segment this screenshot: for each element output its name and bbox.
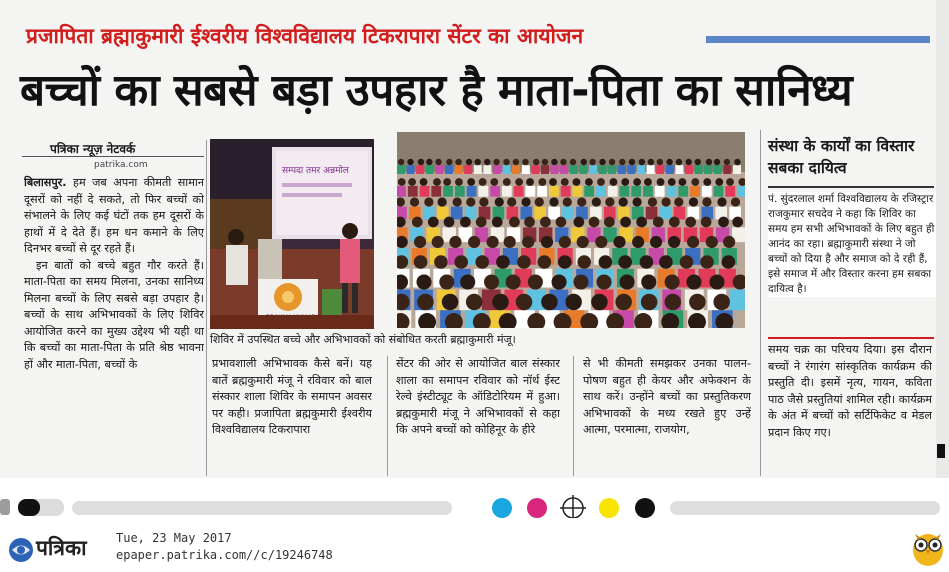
audience-member-body [655, 186, 665, 197]
audience-member-body [599, 165, 607, 174]
registration-magenta-dot [527, 498, 547, 518]
cropped-previous-text [0, 0, 949, 8]
audience-member-head [466, 197, 475, 206]
audience-member-body [695, 165, 703, 174]
audience-member-body [733, 165, 741, 174]
audience-member-body [620, 186, 630, 197]
audience-member-head [686, 159, 692, 165]
audience-member-head [650, 236, 662, 248]
audience-member-body [435, 165, 443, 174]
audience-member-head [669, 217, 680, 228]
audience-member-head [475, 255, 489, 269]
article-column-1 [24, 175, 204, 475]
audience-member-head [521, 197, 530, 206]
sidebar-quote: पं. सुंदरलाल शर्मा विश्वविद्यालय के रजिस्ट्रार राजकुमार सचदेव ने कहा कि शिविर का समय हम सभी अभिभावकों के लिए बहुत ही आनंद का रहा। ब्रह्माकुमारी संस्था ने जो बच्चों को दिया है और समाज को दे रही हैं, इसे समाज में और विस्तार करना हम सबका दायित्व है। [768, 193, 935, 295]
audience-member-head [492, 217, 503, 228]
audience-member-head [538, 255, 552, 269]
article-lead-text: हम जब अपना कीमती सामान दूसरों को नहीं दे सकते, तो फिर बच्चों को संभालने के लिए कई घंटों तक हम दूसरों के हाथों में दे देते हैं। हम धन कमाने के लिए दिनभर बच्चों से दूर रहते हैं। [24, 176, 204, 255]
audience-member-head [592, 197, 601, 206]
audience-member-body [608, 186, 618, 197]
audience-member-head [542, 159, 548, 165]
audience-member-body [431, 186, 441, 197]
audience-member-head [591, 294, 607, 310]
audience-member-head [714, 159, 720, 165]
audience-member-head [676, 159, 682, 165]
audience-member-head [632, 236, 644, 248]
audience-member-head [492, 294, 508, 310]
sidebar-title: संस्था के कार्यों का विस्तार सबका दायित्व [768, 137, 915, 177]
audience-member-head [418, 159, 424, 165]
audience-member-head [605, 197, 614, 206]
audience-member-head [408, 178, 416, 186]
column-divider [206, 140, 207, 476]
audience-member-head [398, 178, 406, 186]
audience-member-head [709, 274, 724, 289]
audience-member-body [397, 186, 406, 197]
audience-member-body [455, 165, 463, 174]
audience-member-head [522, 159, 528, 165]
audience-member-head [661, 197, 670, 206]
article-column-2: प्रभावशाली अभिभावक कैसे बनें। यह बातें ब्रह्मकुमारी मंजू ने रविवार को बाल संस्कार शाला शिविर के समापन अवसर पर कही। प्रजापिता ब्रह्मकुमारी ईश्वरीय विश्वविद्यालय टिकरापारा [212, 357, 372, 436]
audience-member-head [633, 178, 641, 186]
audience-member-head [417, 294, 433, 310]
audience-member-head [414, 236, 426, 248]
audience-member-head [589, 217, 600, 228]
audience-member-head [496, 255, 510, 269]
audience-member-head [701, 217, 712, 228]
audience-member-body [637, 165, 645, 174]
article-kicker: प्रजापिता ब्रह्माकुमारी ईश्वरीय विश्वविद्यालय टिकरापारा सेंटर का आयोजन [26, 24, 584, 48]
dateline: बिलासपुर. [24, 176, 67, 189]
audience-member-body [737, 186, 745, 197]
audience-member-head [618, 255, 632, 269]
audience-member-head [526, 178, 534, 186]
registration-cyan-dot [492, 498, 512, 518]
byline-site: patrika.com [94, 160, 148, 170]
audience-member-head [666, 159, 672, 165]
audience-member-head [685, 217, 696, 228]
audience-member-head [563, 197, 572, 206]
audience-member-head [437, 197, 446, 206]
projection-screen-text: सम्पदा तमर अन्नमोल [282, 166, 349, 176]
audience-member-body [730, 290, 745, 311]
audience-member-head [468, 236, 480, 248]
audience-member-body [647, 165, 655, 174]
audience-member-head [504, 236, 516, 248]
audience-member-head [691, 178, 699, 186]
audience-member-body [631, 186, 641, 197]
audience-member-head [706, 236, 718, 248]
audience-member-body [512, 165, 520, 174]
article-headline: बच्चों का सबसे बड़ा उपहार है माता-पिता का सानिध्य [20, 65, 853, 116]
audience-member-head [493, 159, 499, 165]
crosshair-target-icon [560, 495, 586, 518]
audience-member-head [678, 178, 686, 186]
audience-member-body [445, 165, 453, 174]
audience-member-head [713, 294, 729, 310]
audience-member-head [410, 197, 419, 206]
audience-member-head [466, 294, 482, 310]
audience-member-head [599, 159, 605, 165]
photo-caption: शिविर में उपस्थित बच्चे और अभिभावकों को संबोधित करती ब्रह्माकुमारी मंजू। [210, 333, 516, 346]
audience-member-head [426, 159, 432, 165]
audience-member-head [668, 236, 680, 248]
audience-member-head [533, 159, 539, 165]
audience-member-body [443, 186, 453, 197]
audience-member-body [579, 165, 587, 174]
audience-member-head [619, 274, 634, 289]
audience-member-head [629, 159, 635, 165]
audience-member-body [660, 207, 672, 220]
audience-member-head [732, 217, 743, 228]
audience-member-head [595, 236, 607, 248]
kicker-accent-bar [706, 36, 930, 43]
audience-member-head [435, 159, 441, 165]
audience-member-head [549, 178, 557, 186]
patrika-logo-text[interactable]: पत्रिका [36, 536, 87, 560]
audience-member-head [455, 178, 463, 186]
audience-member-head [479, 178, 487, 186]
audience-member-head [432, 236, 444, 248]
audience-member-body [416, 165, 424, 174]
audience-member-body [549, 186, 559, 197]
column-divider [573, 356, 574, 476]
audience-member-head [657, 159, 663, 165]
audience-member-head [474, 159, 480, 165]
audience-member-head [517, 255, 531, 269]
audience-member-body [502, 186, 512, 197]
audience-member-body [723, 165, 731, 174]
audience-member-head [541, 294, 557, 310]
audience-member-body [531, 165, 539, 174]
audience-member-head [589, 159, 595, 165]
audience-member-head [506, 274, 521, 289]
audience-member-body [560, 165, 568, 174]
audience-member-head [515, 178, 523, 186]
audience-member-head [454, 255, 468, 269]
audience-member-head [414, 255, 428, 269]
audience-member-head [560, 159, 566, 165]
audience-member-body [596, 186, 606, 197]
audience-member-head [599, 255, 613, 269]
audience-member-body [514, 186, 524, 197]
audience-member-body [451, 207, 463, 220]
audience-member-body [493, 165, 501, 174]
audience-member-head [460, 274, 475, 289]
audience-member-head [467, 178, 475, 186]
audience-member-head [644, 178, 652, 186]
audience-member-body [525, 186, 535, 197]
audience-member-body [690, 186, 700, 197]
audience-member-head [722, 255, 736, 269]
audience-member-head [573, 217, 584, 228]
article-column-4: से भी कीमती समझकर उनका पालन-पोषण बहुत ही केयर और अफेक्शन के साथ करें। उन्होंने बच्चों का प्रस्तुतिकरण अभिभावकों के मध्य रखते हुए उन्हें आत्मा, परमात्मा, राजयोग, [583, 357, 751, 436]
audience-member-head [604, 217, 615, 228]
audience-member-head [522, 236, 534, 248]
audience-member-head [703, 178, 711, 186]
audience-member-head [621, 178, 629, 186]
audience-member-head [573, 274, 588, 289]
audience-member-head [702, 197, 711, 206]
audience-member-head [648, 197, 657, 206]
audience-member-head [731, 197, 740, 206]
audience-member-body [467, 186, 477, 197]
audience-member-head [442, 294, 458, 310]
audience-member-body [675, 165, 683, 174]
registration-yellow-dot [599, 498, 619, 518]
audience-member-head [444, 217, 455, 228]
audience-member-head [615, 294, 631, 310]
audience-member-head [509, 217, 520, 228]
adjacent-page-edge [936, 0, 949, 478]
audience-member-body [656, 165, 664, 174]
audience-member-head [639, 159, 645, 165]
byline-divider [22, 156, 204, 157]
audience-member-head [439, 274, 454, 289]
audience-member-head [659, 255, 673, 269]
sidebar-end-rule [768, 337, 934, 339]
audience-member-body [678, 186, 688, 197]
audience-member-head [665, 294, 681, 310]
audience-member-body [455, 186, 465, 197]
audience-member-body [407, 165, 415, 174]
audience-member-head [636, 217, 647, 228]
column-divider [760, 130, 761, 476]
audience-member-body [474, 165, 482, 174]
audience-member-body [483, 165, 491, 174]
audience-member-body [589, 165, 597, 174]
audience-member-body [408, 186, 418, 197]
audience-member-body [685, 165, 693, 174]
column-divider [387, 356, 388, 476]
audience-member-body [667, 186, 677, 197]
owl-mascot-icon[interactable] [910, 528, 946, 572]
audience-member-body [464, 165, 472, 174]
audience-member-head [507, 197, 516, 206]
audience-member-body [503, 165, 511, 174]
audience-member-head [513, 159, 519, 165]
sidebar-divider [768, 186, 934, 188]
audience-member-head [689, 197, 698, 206]
audience-member-body [420, 186, 430, 197]
audience-member-body [541, 165, 549, 174]
audience-member-body [397, 165, 405, 174]
audience-member-head [648, 159, 654, 165]
audience-member-head [551, 159, 557, 165]
audience-member-head [718, 217, 729, 228]
audience-member-body [570, 165, 578, 174]
edge-marker [937, 444, 945, 458]
audience-member-head [619, 159, 625, 165]
audience-member-head [734, 159, 740, 165]
audience-member-head [398, 159, 404, 165]
audience-member-head [674, 197, 683, 206]
audience-member-head [540, 217, 551, 228]
edition-date: Tue, 23 May 2017 [116, 531, 232, 545]
article-column-3: सेंटर की ओर से आयोजित बाल संस्कार शाला का समापन रविवार को नॉर्थ ईस्ट रेल्वे इंस्टीट्यूट के ऑडिटोरियम में हुआ। ब्रह्मकुमारी मंजू ने अभिभावकों से कहा कि अपने बच्चों को कोहिनूर के हीरे [396, 357, 560, 436]
audience-member-head [657, 178, 665, 186]
audience-member-body [562, 207, 574, 220]
audience-member-head [609, 159, 615, 165]
audience-member-head [541, 236, 553, 248]
audience-member-head [620, 217, 631, 228]
audience-member-head [573, 178, 581, 186]
audience-member-head [559, 236, 571, 248]
photo-audience [397, 132, 745, 328]
audience-member-head [476, 217, 487, 228]
audience-member-head [597, 274, 612, 289]
audience-member-head [695, 159, 701, 165]
audience-member-head [653, 217, 664, 228]
audience-member-head [640, 255, 654, 269]
audience-member-head [449, 236, 461, 248]
audience-member-head [689, 294, 705, 310]
audience-member-body [666, 165, 674, 174]
audience-member-head [577, 255, 591, 269]
audience-member-head [434, 255, 448, 269]
audience-member-head [479, 197, 488, 206]
audience-member-head [495, 197, 504, 206]
audience-member-head [424, 197, 433, 206]
audience-member-head [412, 217, 423, 228]
article-paragraph-2: इन बातों को बच्चे बहुत गौर करते हैं। माता-पिता का समय मिलना, उनका सानिध्य मिलना बच्चों के लिए सबसे बड़ा उपहार है। बच्चों के साथ अभिभावकों के लिए शिविर आयोजित करने का मुख्य उद्देश्य भी यही था कि बच्चों का माता-पिता के प्रति श्रेष्ठ भावना हों और माता-पिता, बच्चों के [24, 258, 204, 371]
audience-member-head [565, 294, 581, 310]
audience-member-head [680, 255, 694, 269]
audience-member-head [484, 274, 499, 289]
audience-member-body [714, 165, 722, 174]
audience-member-head [455, 159, 461, 165]
audience-member-body [561, 186, 571, 197]
audience-member-head [443, 178, 451, 186]
audience-member-head [570, 159, 576, 165]
audience-member-head [723, 236, 735, 248]
audience-member-head [487, 236, 499, 248]
audience-member-body [608, 165, 616, 174]
audience-member-body [627, 165, 635, 174]
audience-member-head [665, 274, 680, 289]
audience-member-head [503, 178, 511, 186]
audience-member-head [556, 217, 567, 228]
audience-member-body [714, 186, 724, 197]
epaper-url[interactable]: epaper.patrika.com//c/19246748 [116, 548, 333, 562]
article-column-5: समय चक्र का परिचय दिया। इस दौरान बच्चों ने रंगारंग सांस्कृतिक कार्यक्रम की प्रस्तुति दी। इसमें नृत्य, गायन, कविता पाठ जैसे प्रस्तुतियां शामिल रही। कार्यक्रम के अंत में बच्चों को सर्टिफिकेट व मेडल प्रदान किए गए। [768, 343, 932, 439]
registration-black-dot [635, 498, 655, 518]
audience-member-body [702, 186, 712, 197]
audience-member-head [686, 274, 701, 289]
audience-member-head [428, 217, 439, 228]
audience-member-head [490, 178, 498, 186]
audience-member-body [643, 186, 653, 197]
audience-member-head [516, 294, 532, 310]
audience-member-head [416, 274, 431, 289]
audience-member-head [552, 274, 567, 289]
audience-member-head [503, 159, 509, 165]
patrika-globe-icon[interactable] [8, 537, 34, 567]
audience-member-head [715, 178, 723, 186]
audience-member-body [618, 165, 626, 174]
audience-member-head [407, 159, 413, 165]
audience-member-head [433, 178, 441, 186]
audience-member-head [528, 274, 543, 289]
audience-member-head [484, 159, 490, 165]
audience-member-head [700, 255, 714, 269]
audience-member-head [585, 178, 593, 186]
audience-member-head [610, 178, 618, 186]
audience-member-head [446, 159, 452, 165]
audience-member-body [537, 186, 547, 197]
audience-member-head [549, 197, 558, 206]
audience-member-head [535, 197, 544, 206]
audience-member-body [478, 186, 488, 197]
audience-member-head [538, 178, 546, 186]
audience-member-head [619, 197, 628, 206]
audience-member-head [687, 236, 699, 248]
audience-member-body [584, 186, 594, 197]
audience-member-body [490, 186, 500, 197]
audience-member-head [453, 197, 462, 206]
audience-member-head [581, 159, 587, 165]
audience-member-head [726, 178, 734, 186]
audience-member-head [558, 255, 572, 269]
audience-member-head [641, 274, 656, 289]
audience-member-body [725, 186, 735, 197]
audience-member-body [522, 165, 530, 174]
audience-member-head [613, 236, 625, 248]
audience-member-body [551, 165, 559, 174]
audience-member-head [717, 197, 726, 206]
audience-member-body [426, 165, 434, 174]
audience-member-head [724, 159, 730, 165]
audience-member-head [641, 294, 657, 310]
audience-member-head [597, 178, 605, 186]
audience-member-body [704, 165, 712, 174]
audience-member-head [561, 178, 569, 186]
audience-member-head [632, 197, 641, 206]
photo-speaker-stage [210, 139, 374, 329]
byline: पत्रिका न्यूज़ नेटवर्क [50, 142, 136, 156]
audience-member-head [577, 236, 589, 248]
audience-member-head [524, 217, 535, 228]
print-registration-band [0, 478, 949, 518]
audience-member-head [466, 159, 472, 165]
audience-member-head [577, 197, 586, 206]
audience-member-head [460, 217, 471, 228]
audience-member-head [668, 178, 676, 186]
audience-member-head [706, 159, 712, 165]
audience-member-body [573, 186, 583, 197]
audience-member-head [420, 178, 428, 186]
